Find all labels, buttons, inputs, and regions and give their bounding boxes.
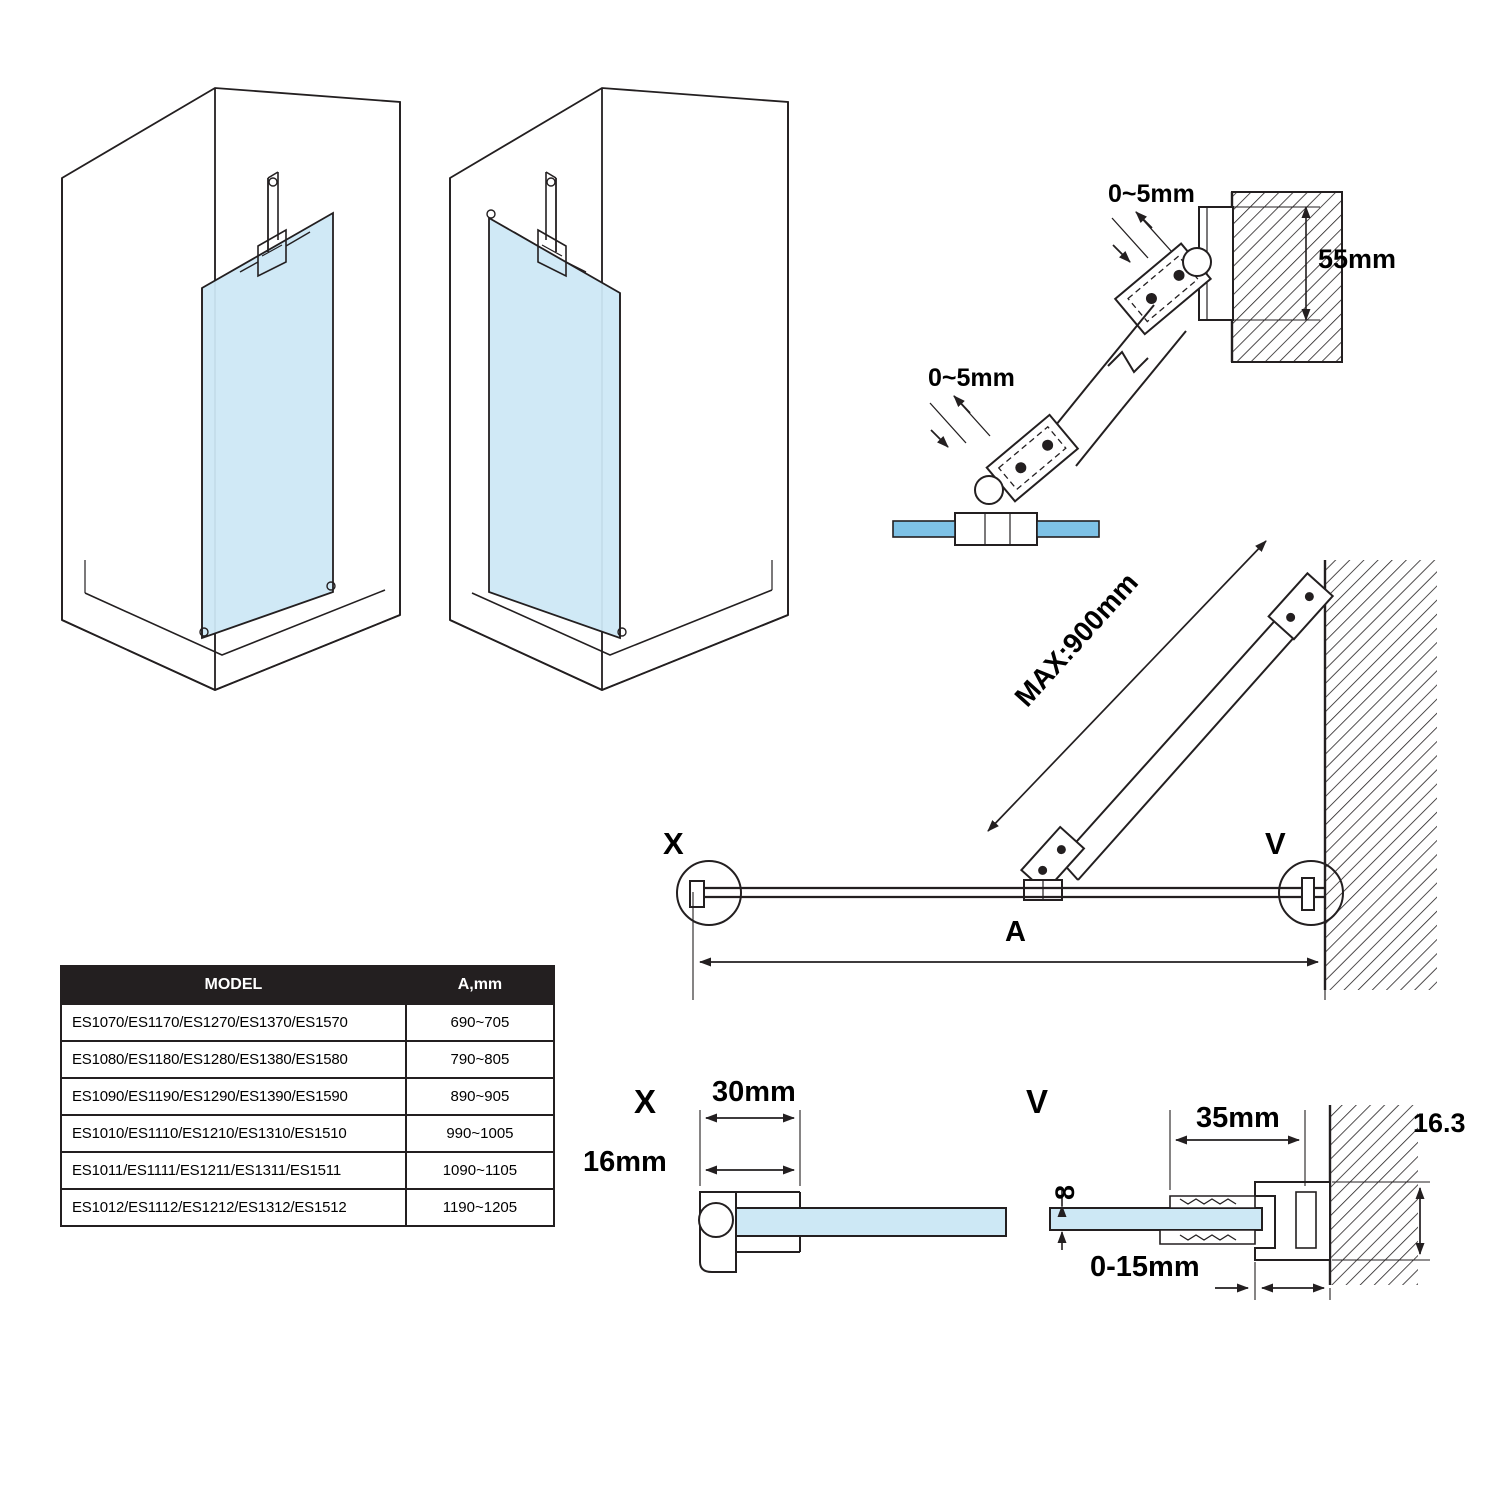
label-detail-x-width: 30mm bbox=[712, 1076, 796, 1108]
cell-model: ES1010/ES1110/ES1210/ES1310/ES1510 bbox=[61, 1115, 406, 1152]
table-header-row bbox=[61, 966, 554, 1004]
label-wall-plate-height: 55mm bbox=[1318, 244, 1397, 274]
label-detail-v-width: 35mm bbox=[1196, 1102, 1280, 1134]
cell-model: ES1011/ES1111/ES1211/ES1311/ES1511 bbox=[61, 1152, 406, 1189]
label-detail-v-adjust: 0-15mm bbox=[1090, 1251, 1200, 1283]
label-support-bar-max: MAX:900mm bbox=[1008, 566, 1145, 713]
label-bracket-top-gap: 0~5mm bbox=[1108, 180, 1195, 208]
cell-a: 990~1005 bbox=[406, 1115, 554, 1152]
panel-left-hand-isometric bbox=[62, 88, 400, 690]
support-bar-plan-view bbox=[677, 541, 1437, 1000]
detail-x-glass-end-profile bbox=[699, 1110, 1006, 1272]
label-detail-v-height: 16.3 bbox=[1413, 1108, 1466, 1138]
cell-model: ES1090/ES1190/ES1290/ES1390/ES1590 bbox=[61, 1078, 406, 1115]
table-row bbox=[61, 1189, 554, 1226]
cell-model: ES1070/ES1170/ES1270/ES1370/ES1570 bbox=[61, 1004, 406, 1041]
panel-right-hand-isometric bbox=[450, 88, 788, 690]
table-header-model: MODEL bbox=[61, 966, 406, 1004]
table-row bbox=[61, 1041, 554, 1078]
label-marker-x-plan: X bbox=[663, 826, 684, 861]
table-row bbox=[61, 1152, 554, 1189]
table-row bbox=[61, 1078, 554, 1115]
table-row bbox=[61, 1115, 554, 1152]
label-detail-v-glass-thickness: 8 bbox=[1050, 1184, 1080, 1200]
cell-a: 690~705 bbox=[406, 1004, 554, 1041]
label-marker-v-plan: V bbox=[1265, 826, 1286, 861]
label-detail-v-title: V bbox=[1026, 1083, 1049, 1120]
label-bracket-lower-gap: 0~5mm bbox=[928, 364, 1015, 392]
table-header-a: A,mm bbox=[406, 966, 554, 1004]
cell-a: 1090~1105 bbox=[406, 1152, 554, 1189]
label-detail-x-title: X bbox=[634, 1083, 657, 1120]
cell-a: 890~905 bbox=[406, 1078, 554, 1115]
cell-model: ES1080/ES1180/ES1280/ES1380/ES1580 bbox=[61, 1041, 406, 1078]
label-detail-x-inner: 16mm bbox=[583, 1146, 667, 1178]
cell-model: ES1012/ES1112/ES1212/ES1312/ES1512 bbox=[61, 1189, 406, 1226]
model-size-table bbox=[60, 965, 555, 1227]
cell-a: 1190~1205 bbox=[406, 1189, 554, 1226]
table-row bbox=[61, 1004, 554, 1041]
label-dim-a: A bbox=[1005, 916, 1026, 948]
cell-a: 790~805 bbox=[406, 1041, 554, 1078]
